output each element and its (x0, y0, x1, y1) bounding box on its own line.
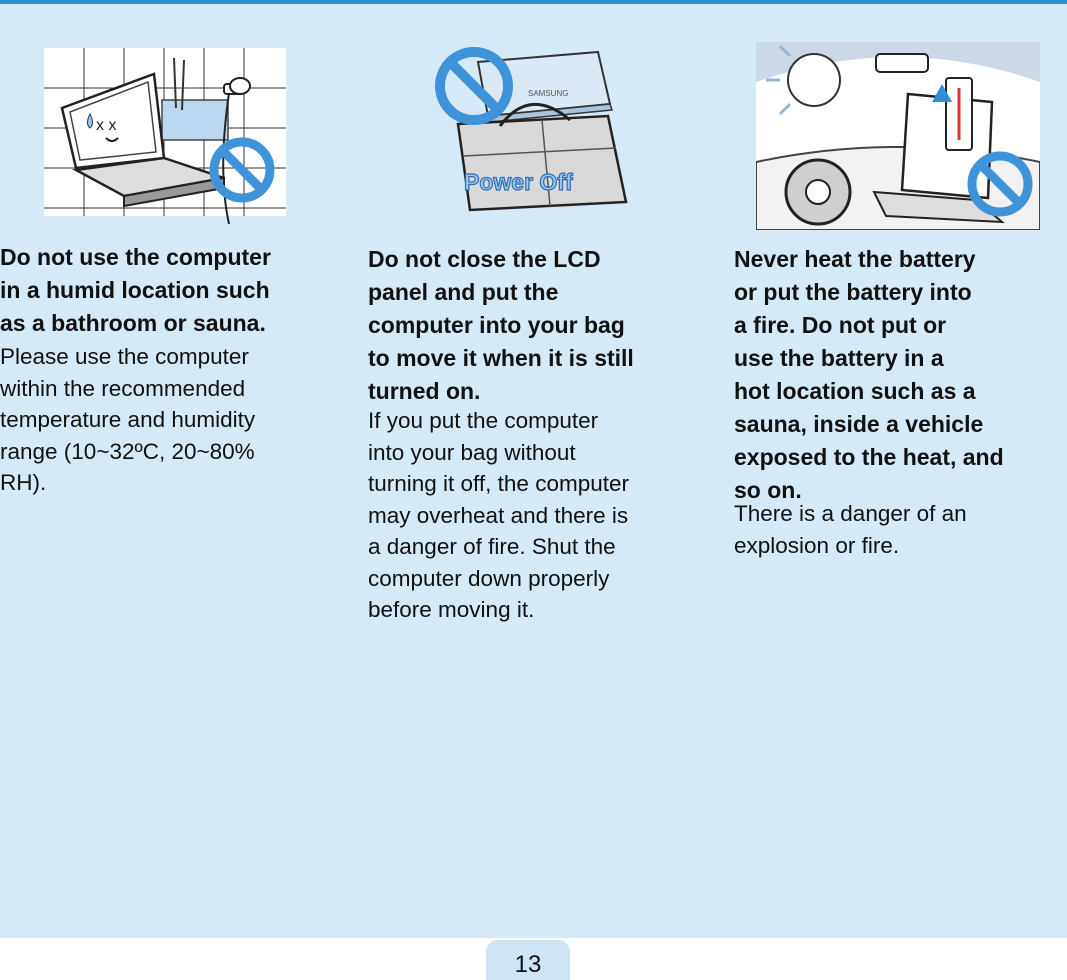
section-heading: Never heat the battery or put the battery into a fire. Do not put or use the battery in a hot location such as a sauna, inside a vehicle exposed to the heat, and so on. (734, 246, 1004, 503)
section-heading: Do not use the computer in a humid location such as a bathroom or sauna. (0, 244, 271, 336)
laptop-into-bag-prohibited-icon (430, 44, 630, 222)
power-off-label: Power Off (464, 169, 573, 195)
section-body: If you put the computer into your bag without turning it off, the computer may overheat and there is a danger of fire. Shut the computer down properly before moving it. (368, 408, 629, 622)
svg-text:x x: x x (96, 117, 117, 134)
laptop-in-bathroom-prohibited-icon (44, 48, 286, 224)
section-heading: Do not close the LCD panel and put the computer into your bag to move it when it is still turned on. (368, 246, 634, 404)
page-number: 13 (514, 951, 542, 978)
top-rule (0, 0, 1067, 4)
section-body: Please use the computer within the recommended temperature and humidity range (10~32ºC, 20~80% RH). (0, 344, 256, 495)
section-body: There is a danger of an explosion or fire. (734, 501, 967, 558)
laptop-in-hot-car-prohibited-icon (756, 42, 1040, 230)
samsung-logo: SAMSUNG (528, 89, 569, 98)
